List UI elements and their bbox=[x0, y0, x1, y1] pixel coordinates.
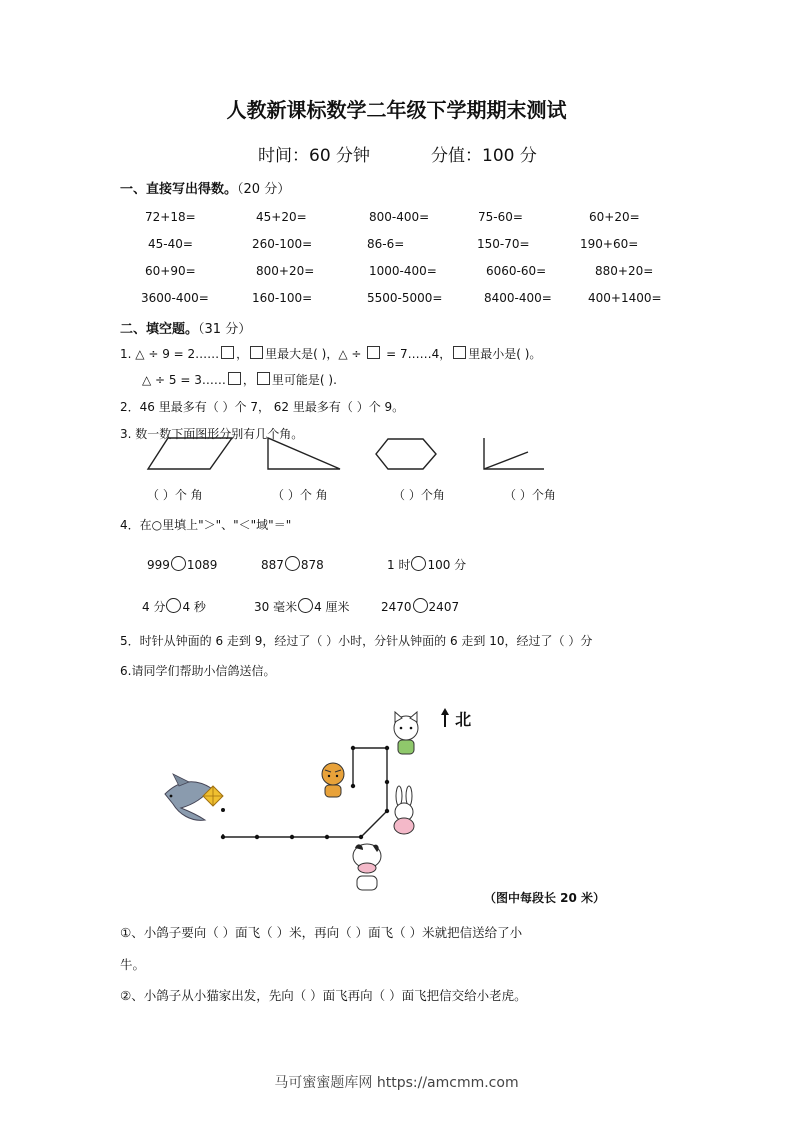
circle-blank bbox=[166, 598, 181, 613]
route-dot bbox=[359, 835, 363, 839]
circle-blank bbox=[298, 598, 313, 613]
parallelogram-shape bbox=[148, 438, 232, 469]
arith-item: 60+90= bbox=[145, 264, 196, 278]
compare-left: 4 分 bbox=[142, 600, 166, 614]
square-icon bbox=[367, 346, 380, 359]
route-dot bbox=[255, 835, 259, 839]
rabbit-icon bbox=[394, 786, 414, 834]
circle-blank bbox=[411, 556, 426, 571]
compare-right: 878 bbox=[300, 558, 324, 572]
route-dots bbox=[221, 746, 389, 839]
compare-left: 1 时 bbox=[387, 558, 411, 572]
question-1-line2 bbox=[142, 371, 337, 388]
compare-left: 999 bbox=[147, 558, 170, 572]
question-4: 4．在○里填上"＞"、"＜"域"＝" bbox=[120, 518, 292, 532]
route-dot bbox=[290, 835, 294, 839]
question-2: 2．46 里最多有（ ）个 7， 62 里最多有（ ）个 9。 bbox=[120, 400, 405, 414]
north-arrow-icon bbox=[440, 708, 450, 728]
compare-left: 2470 bbox=[381, 600, 412, 614]
compare-item bbox=[254, 598, 350, 615]
arith-item: 1000-400= bbox=[369, 264, 437, 278]
square-icon bbox=[228, 372, 241, 385]
question-3: 3. 数一数下面图形分别有几个角。 bbox=[120, 427, 304, 441]
square-icon bbox=[257, 372, 270, 385]
compare-right: 100 分 bbox=[427, 558, 467, 572]
pigeon-route-map bbox=[155, 700, 485, 895]
arith-item: 60+20= bbox=[589, 210, 640, 224]
arith-item: 72+18= bbox=[145, 210, 196, 224]
route-dot bbox=[351, 784, 355, 788]
circle-blank bbox=[413, 598, 428, 613]
hexagon-shape bbox=[376, 439, 436, 469]
angle-ray bbox=[484, 452, 528, 469]
section2-heading bbox=[120, 318, 251, 337]
square-icon bbox=[221, 346, 234, 359]
circle-blank bbox=[171, 556, 186, 571]
square-icon bbox=[453, 346, 466, 359]
route-dot bbox=[385, 746, 389, 750]
route-dot bbox=[351, 746, 355, 750]
square-icon bbox=[250, 346, 263, 359]
section1-title: 一、直接写出得数。 bbox=[120, 182, 238, 197]
footer-watermark: 马可蜜蜜题库网 https://amcmm.com bbox=[274, 1075, 519, 1091]
question-6: 6.请同学们帮助小信鸽送信。 bbox=[120, 664, 276, 678]
arith-item: 45+20= bbox=[256, 210, 307, 224]
section1-heading bbox=[120, 178, 290, 197]
q3-answer: （ ）个 角 bbox=[272, 488, 328, 502]
arith-item: 160-100= bbox=[252, 291, 313, 305]
arith-item: 3600-400= bbox=[141, 291, 209, 305]
arith-item: 800-400= bbox=[369, 210, 430, 224]
arith-item: 190+60= bbox=[580, 237, 639, 251]
tiger-icon bbox=[322, 763, 344, 797]
q1-text: ， bbox=[236, 347, 249, 361]
q1-text: ， bbox=[242, 373, 255, 387]
page-title: 人教新课标数学二年级下学期期末测试 bbox=[226, 98, 567, 122]
time-info: 时间：60 分钟 bbox=[258, 146, 371, 166]
compare-item bbox=[142, 598, 206, 615]
q1-text: 里可能是( ). bbox=[271, 373, 337, 387]
route-dot bbox=[385, 780, 389, 784]
q1-text: △ ÷ 5 = 3…… bbox=[142, 373, 226, 387]
route-dot bbox=[325, 835, 329, 839]
compare-left: 887 bbox=[261, 558, 284, 572]
q6-question-2: ②、小鸽子从小猫家出发，先向（ ）面飞再向（ ）面飞把信交给小老虎。 bbox=[120, 988, 527, 1003]
route-path bbox=[223, 748, 387, 837]
cow-icon bbox=[353, 844, 381, 890]
q3-answer: （ ）个 角 bbox=[147, 488, 203, 502]
q1-number: 1. bbox=[120, 347, 132, 361]
q1-text: △ ÷ 9 = 2…… bbox=[135, 347, 220, 361]
compare-left: 30 毫米 bbox=[254, 600, 298, 614]
route-dot bbox=[385, 809, 389, 813]
compare-right: 2407 bbox=[428, 600, 460, 614]
arith-item: 260-100= bbox=[252, 237, 313, 251]
arith-item: 400+1400= bbox=[588, 291, 662, 305]
q1-text: 里最大是( )，△ ÷ bbox=[265, 347, 362, 361]
q3-answer: （ ）个角 bbox=[504, 488, 556, 502]
compare-item bbox=[261, 556, 324, 572]
north-label: 北 bbox=[455, 710, 472, 729]
section1-points: （20 分） bbox=[237, 182, 291, 197]
question-5: 5．时针从钟面的 6 走到 9，经过了（ ）小时，分针从钟面的 6 走到 10，经过了（ ）分 bbox=[120, 634, 593, 648]
section2-points: （31 分） bbox=[198, 322, 252, 337]
cat-icon bbox=[394, 712, 418, 754]
arith-item: 75-60= bbox=[478, 210, 523, 224]
compare-item bbox=[147, 556, 217, 572]
section2-title: 二、填空题。 bbox=[120, 322, 199, 337]
circle-blank bbox=[285, 556, 300, 571]
route-dot bbox=[221, 808, 225, 812]
arith-item: 6060-60= bbox=[486, 264, 547, 278]
q3-answer: （ ）个角 bbox=[393, 488, 445, 502]
map-scale-note: （图中每段长 20 米） bbox=[484, 891, 606, 905]
compare-right: 1089 bbox=[186, 558, 218, 572]
arith-item: 800+20= bbox=[256, 264, 315, 278]
arith-item: 8400-400= bbox=[484, 291, 552, 305]
score-info: 分值：100 分 bbox=[431, 146, 537, 166]
arith-item: 150-70= bbox=[477, 237, 530, 251]
q6-question-1-cont: 牛。 bbox=[120, 957, 146, 972]
arith-item: 45-40= bbox=[148, 237, 193, 251]
arith-item: 86-6= bbox=[367, 237, 405, 251]
arith-item: 880+20= bbox=[595, 264, 654, 278]
angle-shape bbox=[484, 438, 544, 469]
compare-right: 4 秒 bbox=[182, 600, 206, 614]
compare-right: 4 厘米 bbox=[314, 600, 350, 614]
route-dot bbox=[221, 835, 225, 839]
q6-question-1: ①、小鸽子要向（ ）面飞（ ）米，再向（ ）面飞（ ）米就把信送给了小 bbox=[120, 925, 523, 940]
q1-text: = 7……4， bbox=[386, 347, 452, 361]
north-indicator bbox=[440, 707, 471, 730]
compare-item bbox=[387, 556, 466, 573]
question-1-line1 bbox=[120, 345, 541, 362]
angle-shapes bbox=[140, 432, 560, 480]
compare-item bbox=[381, 598, 459, 614]
arith-item: 5500-5000= bbox=[367, 291, 443, 305]
triangle-shape bbox=[268, 438, 340, 469]
q1-text: 里最小是( )。 bbox=[468, 347, 542, 361]
